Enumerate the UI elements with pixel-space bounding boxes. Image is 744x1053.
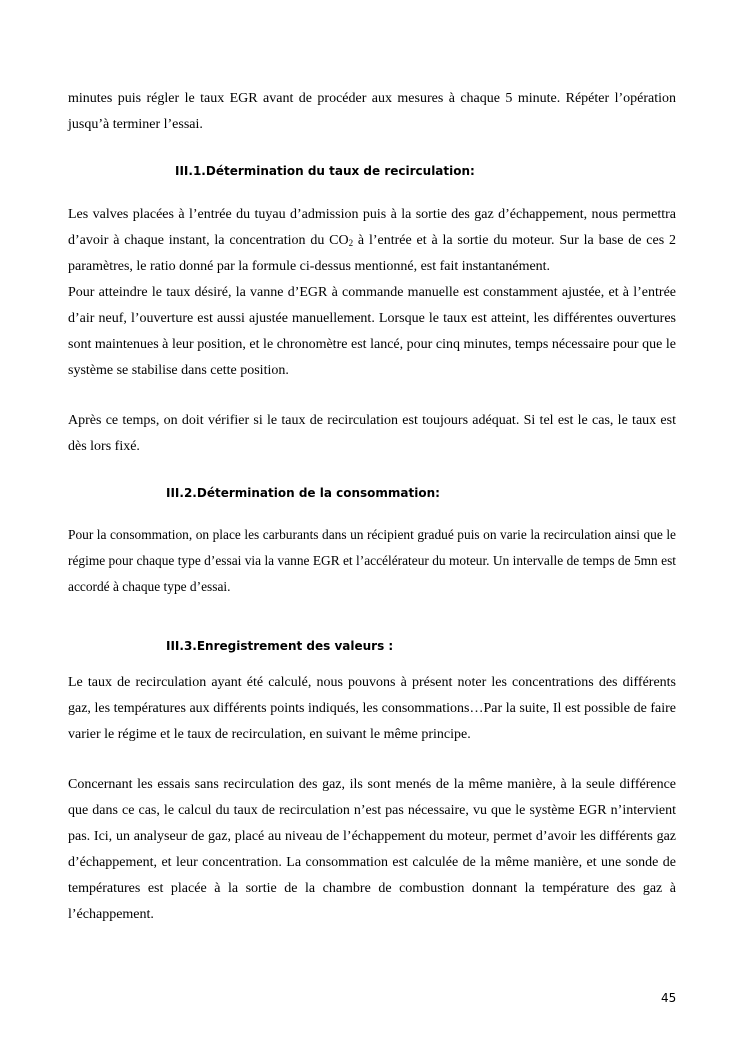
heading-recording: III.3.Enregistrement des valeurs :	[166, 639, 394, 653]
recirculation-paragraph-1	[68, 202, 676, 280]
intro-paragraph: minutes puis régler le taux EGR avant de procéder aux mesures à chaque 5 minute. Répéter l’opération jusqu’à terminer l’essai.	[68, 91, 676, 132]
recirculation-paragraph-1-text-a: Les valves placées à l’entrée du tuyau d’admission puis à la sortie des gaz d’échappement, nous permettra d’avoir à chaque instant, la concentration du CO	[68, 207, 676, 248]
heading-recirculation: III.1.Détermination du taux de recirculation:	[175, 164, 475, 178]
co2-subscript: 2	[348, 238, 354, 248]
recirculation-paragraph-1-text-b: à l’entrée et à la sortie du moteur. Sur la base de ces 2 paramètres, le ratio donné par la formule ci-dessus mentionné, est fait instantanément.	[68, 233, 676, 274]
heading-consumption: III.2.Détermination de la consommation:	[166, 486, 440, 500]
consumption-paragraph: Pour la consommation, on place les carburants dans un récipient gradué puis on varie la recirculation ainsi que le régime pour chaque type d’essai via la vanne EGR et l’accélérateur du moteur. Un intervalle de temps de 5mn est accordé à chaque type d’essai.	[68, 527, 676, 594]
recording-paragraph-1: Le taux de recirculation ayant été calculé, nous pouvons à présent noter les concentrations des différents gaz, les températures aux différents points indiqués, les consommations…Par la suite, Il est possible de faire varier le régime et le taux de recirculation, en suivant le même principe.	[68, 675, 676, 742]
recirculation-paragraph-2: Pour atteindre le taux désiré, la vanne d’EGR à commande manuelle est constamment ajustée, et à l’entrée d’air neuf, l’ouverture est aussi ajustée manuellement. Lorsque le taux est atteint, les différentes ouvertures sont maintenues à leur position, et le chronomètre est lancé, pour cinq minutes, temps nécessaire pour que le système se stabilise dans cette position.	[68, 285, 676, 378]
recirculation-paragraph-3: Après ce temps, on doit vérifier si le taux de recirculation est toujours adéquat. Si tel est le cas, le taux est dès lors fixé.	[68, 413, 676, 454]
page-number: 45	[661, 991, 677, 1005]
recording-paragraph-2: Concernant les essais sans recirculation des gaz, ils sont menés de la même manière, à la seule différence que dans ce cas, le calcul du taux de recirculation n’est pas nécessaire, vu que le système EGR n’intervient pas. Ici, un analyseur de gaz, placé au niveau de l’échappement du moteur, permet d’avoir les différents gaz d’échappement, et leur concentration. La consommation est calculée de la même manière, et une sonde de températures est placée à la sortie de la chambre de combustion donnant la température des gaz à l’échappement.	[68, 777, 676, 922]
